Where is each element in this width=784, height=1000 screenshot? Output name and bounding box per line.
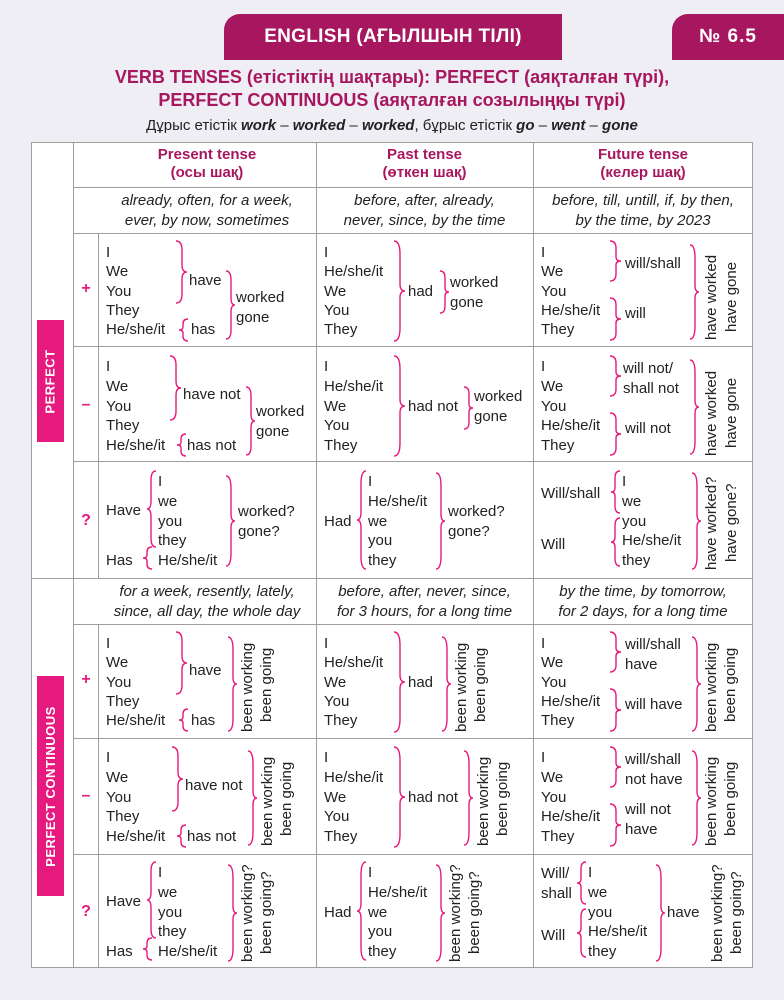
column-header-past: [316, 146, 533, 182]
verb-form: been going?: [728, 871, 745, 954]
pronoun: He/she/it: [324, 378, 384, 395]
pronoun: we: [588, 884, 608, 901]
right-brace-icon: [608, 746, 622, 788]
table-divider: [31, 578, 753, 579]
keywords-line: before, till, untill, if, by then,: [552, 192, 734, 209]
right-brace-icon: [168, 355, 182, 421]
dash: –: [585, 117, 603, 134]
verb-form: go: [516, 117, 535, 134]
pronoun: He/she/it: [324, 263, 384, 280]
pronoun: I: [541, 749, 546, 766]
verb-form: been going: [258, 647, 275, 722]
auxiliary: Will/: [541, 865, 570, 882]
table-divider: [98, 233, 99, 578]
table-divider: [73, 233, 753, 234]
pronoun: You: [324, 693, 350, 710]
auxiliary: not have: [625, 771, 683, 788]
pronoun: They: [324, 321, 358, 338]
pronoun: He/she/it: [106, 712, 166, 729]
auxiliary: will: [625, 305, 646, 322]
auxiliary: Will: [541, 536, 566, 553]
verb-form: been going: [722, 647, 739, 722]
pronoun: We: [541, 654, 564, 671]
pronoun: they: [158, 532, 187, 549]
right-brace-icon: [392, 631, 406, 733]
auxiliary: had not: [408, 789, 459, 806]
column-title: Past tense: [386, 146, 463, 163]
pronoun: I: [324, 244, 329, 261]
pronoun: He/she/it: [324, 654, 384, 671]
keywords-perfect-present: [98, 191, 316, 231]
pronoun: You: [541, 789, 567, 806]
note-text: , бұрыс етістік: [414, 117, 517, 134]
pronoun: He/she/it: [541, 417, 601, 434]
pronoun: He/she/it: [541, 693, 601, 710]
verb-form: worked?: [448, 503, 505, 520]
auxiliary: shall not: [623, 380, 679, 397]
keywords-line: before, after, never, since,: [338, 583, 511, 600]
auxiliary: will not/: [623, 360, 674, 377]
pronoun: He/she/it: [541, 808, 601, 825]
pronoun: He/she/it: [541, 302, 601, 319]
verb-forms-note: [0, 117, 784, 134]
verb-form: gone?: [238, 523, 280, 540]
verb-form: gone?: [448, 523, 490, 540]
verb-form: have worked?: [703, 476, 720, 570]
right-brace-icon: [174, 631, 188, 695]
pronoun: you: [158, 904, 183, 921]
verb-form: went: [551, 117, 586, 134]
pronoun: They: [324, 828, 358, 845]
pronoun: We: [541, 378, 564, 395]
pronoun: we: [158, 884, 178, 901]
auxiliary: Will: [541, 927, 566, 944]
verb-form: been working?: [447, 864, 464, 962]
verb-form: gone: [474, 408, 508, 425]
right-brace-icon: [608, 240, 622, 282]
table-divider: [73, 346, 753, 347]
pronoun: We: [541, 769, 564, 786]
column-subtitle: (осы шақ): [170, 164, 244, 181]
pronoun: I: [106, 635, 111, 652]
section-label-text: PERFECT: [43, 348, 59, 414]
auxiliary: will not: [625, 420, 671, 437]
pronoun: We: [324, 398, 347, 415]
affirmative-sign: +: [81, 280, 91, 297]
verb-form: been going: [472, 647, 489, 722]
table-divider: [533, 142, 534, 968]
column-title: Future tense: [597, 146, 688, 163]
pronoun: You: [541, 398, 567, 415]
left-brace-icon: [142, 545, 154, 571]
auxiliary: had not: [408, 398, 459, 415]
auxiliary: has: [191, 321, 216, 338]
auxiliary: had: [408, 674, 434, 691]
right-brace-icon: [170, 746, 184, 812]
pronoun: they: [368, 943, 397, 960]
right-brace-icon: [434, 472, 446, 570]
pronoun: We: [324, 789, 347, 806]
right-brace-icon: [174, 240, 188, 304]
verb-form: gone: [236, 309, 270, 326]
verb-form: been going?: [258, 871, 275, 954]
verb-form: have gone: [723, 377, 740, 448]
pronoun: I: [324, 358, 329, 375]
section-label-perfect-continuous: [37, 676, 64, 896]
pronoun: you: [588, 904, 613, 921]
verb-form: have gone?: [723, 483, 740, 562]
column-header-present: [98, 146, 316, 182]
auxiliary: have not: [185, 777, 243, 794]
right-brace-icon: [392, 746, 406, 848]
keywords-line: by the time, by tomorrow,: [559, 583, 727, 600]
pronoun: He/she/it: [158, 943, 218, 960]
auxiliary: will/shall: [625, 636, 681, 653]
right-brace-icon: [690, 636, 702, 732]
verb-form: gone: [602, 117, 638, 134]
left-brace-icon: [576, 908, 588, 958]
verb-form: worked: [236, 289, 285, 306]
right-brace-icon: [462, 750, 474, 846]
pronoun: they: [158, 923, 187, 940]
keywords-line: for 2 days, for a long time: [558, 603, 728, 620]
pronoun: you: [368, 532, 393, 549]
verb-form: have worked: [703, 254, 720, 340]
table-divider: [73, 854, 753, 855]
pronoun: I: [106, 749, 111, 766]
question-sign: ?: [81, 903, 91, 920]
keywords-line: ever, by now, sometimes: [124, 212, 290, 229]
left-brace-icon: [356, 470, 368, 570]
column-subtitle: (келер шақ): [600, 164, 686, 181]
auxiliary: have: [189, 272, 222, 289]
right-brace-icon: [690, 750, 702, 846]
auxiliary: shall: [541, 885, 572, 902]
left-brace-icon: [142, 936, 154, 962]
pronoun: I: [588, 864, 593, 881]
verb-form: been working: [239, 642, 256, 732]
verb-form: worked: [256, 403, 305, 420]
pronoun: They: [324, 712, 358, 729]
pronoun: I: [368, 864, 373, 881]
verb-form: have gone: [723, 261, 740, 332]
left-brace-icon: [356, 861, 368, 961]
pronoun: I: [541, 244, 546, 261]
verb-form: been going: [278, 761, 295, 836]
verb-form: worked: [450, 274, 499, 291]
right-brace-icon: [608, 688, 622, 732]
right-brace-icon: [608, 631, 622, 673]
right-brace-icon: [392, 240, 406, 342]
table-divider: [73, 142, 74, 968]
pronoun: We: [541, 263, 564, 280]
left-brace-icon: [610, 470, 622, 514]
right-brace-icon: [688, 359, 700, 455]
auxiliary: Has: [106, 943, 133, 960]
table-divider: [316, 142, 317, 968]
pronoun: they: [588, 943, 617, 960]
pronoun: we: [158, 493, 178, 510]
verb-form: gone: [450, 294, 484, 311]
table-divider: [73, 738, 753, 739]
pronoun: You: [106, 398, 132, 415]
pronoun: We: [106, 378, 129, 395]
pronoun: I: [106, 358, 111, 375]
right-brace-icon: [462, 386, 474, 430]
auxiliary: has: [191, 712, 216, 729]
dash: –: [534, 117, 552, 134]
pronoun: You: [324, 302, 350, 319]
auxiliary: will not: [625, 801, 671, 818]
card-number: № 6.5: [672, 14, 784, 60]
left-brace-icon: [178, 317, 190, 343]
pronoun: You: [106, 674, 132, 691]
verb-form: been working: [703, 756, 720, 846]
pronoun: He/she/it: [368, 884, 428, 901]
verb-form: worked: [361, 117, 415, 134]
pronoun: I: [158, 864, 163, 881]
table-divider: [73, 624, 753, 625]
auxiliary: had: [408, 283, 434, 300]
pronoun: we: [622, 493, 642, 510]
right-brace-icon: [224, 475, 236, 567]
right-brace-icon: [608, 412, 622, 456]
auxiliary: have: [189, 662, 222, 679]
auxiliary: have: [625, 656, 658, 673]
pronoun: He/she/it: [588, 923, 648, 940]
table-divider: [73, 461, 753, 462]
pronoun: I: [541, 358, 546, 375]
keywords-continuous-future: [533, 582, 753, 622]
auxiliary: Have: [106, 893, 142, 910]
keywords-line: for a week, resently, lately,: [119, 583, 295, 600]
left-brace-icon: [146, 861, 158, 939]
auxiliary: Had: [324, 513, 352, 530]
auxiliary: has not: [187, 828, 237, 845]
verb-form: been working: [259, 756, 276, 846]
verb-form: been going: [722, 761, 739, 836]
pronoun: They: [541, 712, 575, 729]
verb-form: been working?: [239, 864, 256, 962]
auxiliary: has not: [187, 437, 237, 454]
keywords-continuous-present: [98, 582, 316, 622]
verb-form: been working: [475, 756, 492, 846]
keywords-line: for 3 hours, for a long time: [336, 603, 513, 620]
dash: –: [276, 117, 293, 134]
pronoun: They: [324, 437, 358, 454]
auxiliary: Will/shall: [541, 485, 601, 502]
pronoun: They: [106, 693, 140, 710]
pronoun: He/she/it: [106, 828, 166, 845]
pronoun: We: [324, 283, 347, 300]
pronoun: I: [158, 473, 163, 490]
pronoun: I: [622, 473, 627, 490]
right-brace-icon: [608, 803, 622, 847]
left-brace-icon: [146, 470, 158, 548]
pronoun: He/she/it: [324, 769, 384, 786]
auxiliary: will/shall: [625, 255, 681, 272]
auxiliary: have not: [183, 386, 241, 403]
right-brace-icon: [244, 386, 256, 456]
pronoun: They: [541, 321, 575, 338]
pronoun: He/she/it: [368, 493, 428, 510]
pronoun: you: [158, 513, 183, 530]
verb-form: been going?: [466, 871, 483, 954]
pronoun: they: [368, 552, 397, 569]
pronoun: He/she/it: [106, 321, 166, 338]
verb-form: been working: [453, 642, 470, 732]
pronoun: He/she/it: [622, 532, 682, 549]
pronoun: He/she/it: [158, 552, 218, 569]
verb-form: worked?: [238, 503, 295, 520]
right-brace-icon: [246, 750, 258, 846]
left-brace-icon: [610, 517, 622, 567]
pronoun: we: [368, 513, 388, 530]
pronoun: They: [541, 828, 575, 845]
pronoun: You: [541, 283, 567, 300]
dash: –: [345, 117, 362, 134]
pronoun: They: [106, 417, 140, 434]
pronoun: We: [106, 769, 129, 786]
note-text: Дұрыс етістік: [146, 117, 242, 134]
pronoun: I: [541, 635, 546, 652]
right-brace-icon: [226, 864, 238, 962]
right-brace-icon: [392, 355, 406, 457]
page-title: [0, 66, 784, 112]
keywords-perfect-past: [316, 191, 533, 231]
verb-form: been going: [494, 761, 511, 836]
auxiliary: have: [667, 904, 700, 921]
right-brace-icon: [440, 636, 452, 732]
pronoun: They: [106, 302, 140, 319]
right-brace-icon: [690, 472, 702, 570]
keywords-continuous-past: [316, 582, 533, 622]
pronoun: I: [106, 244, 111, 261]
subject-title: ENGLISH (АҒЫЛШЫН ТІЛІ): [224, 14, 562, 60]
pronoun: They: [106, 808, 140, 825]
right-brace-icon: [226, 636, 238, 732]
table-divider: [73, 187, 753, 188]
right-brace-icon: [654, 864, 666, 962]
table-divider: [98, 624, 99, 968]
pronoun: You: [106, 283, 132, 300]
auxiliary: Has: [106, 552, 133, 569]
right-brace-icon: [608, 355, 622, 397]
column-subtitle: (өткен шақ): [382, 164, 467, 181]
keywords-line: before, after, already,: [354, 192, 495, 209]
pronoun: I: [368, 473, 373, 490]
title-line-1: VERB TENSES (етістіктің шақтары): PERFECT (аяқталған түрі),: [114, 67, 670, 87]
pronoun: they: [622, 552, 651, 569]
pronoun: You: [106, 789, 132, 806]
verb-form: work: [241, 117, 277, 134]
pronoun: I: [324, 635, 329, 652]
verb-form: have worked: [703, 370, 720, 456]
pronoun: we: [368, 904, 388, 921]
right-brace-icon: [224, 270, 236, 340]
keywords-line: never, since, by the time: [343, 212, 506, 229]
left-brace-icon: [576, 861, 588, 905]
keywords-line: by the time, by 2023: [575, 212, 711, 229]
negative-sign: –: [81, 787, 91, 804]
verb-form: been working?: [709, 864, 726, 962]
pronoun: We: [106, 263, 129, 280]
section-label-perfect: [37, 320, 64, 442]
right-brace-icon: [434, 864, 446, 962]
verb-form: worked: [474, 388, 523, 405]
pronoun: you: [622, 513, 647, 530]
left-brace-icon: [178, 707, 190, 733]
right-brace-icon: [608, 297, 622, 341]
verb-form: been working: [703, 642, 720, 732]
pronoun: We: [106, 654, 129, 671]
question-sign: ?: [81, 512, 91, 529]
pronoun: You: [324, 417, 350, 434]
right-brace-icon: [688, 244, 700, 340]
pronoun: We: [324, 674, 347, 691]
auxiliary: will/shall: [625, 751, 681, 768]
pronoun: you: [368, 923, 393, 940]
pronoun: I: [324, 749, 329, 766]
page-header: [0, 0, 784, 62]
auxiliary: have: [625, 821, 658, 838]
right-brace-icon: [438, 270, 450, 314]
column-title: Present tense: [157, 146, 257, 163]
negative-sign: –: [81, 396, 91, 413]
auxiliary: will have: [625, 696, 683, 713]
pronoun: He/she/it: [106, 437, 166, 454]
title-line-2: PERFECT CONTINUOUS (аяқталған созылыңқы түрі): [158, 90, 626, 110]
column-header-future: [533, 146, 753, 182]
pronoun: They: [541, 437, 575, 454]
pronoun: You: [324, 808, 350, 825]
section-label-text: PERFECT CONTINUOUS: [43, 705, 59, 867]
keywords-line: already, often, for a week,: [121, 192, 293, 209]
auxiliary: Had: [324, 904, 352, 921]
auxiliary: Have: [106, 502, 142, 519]
keywords-line: since, all day, the whole day: [113, 603, 301, 620]
keywords-perfect-future: [533, 191, 753, 231]
verb-form: worked: [292, 117, 346, 134]
pronoun: You: [541, 674, 567, 691]
affirmative-sign: +: [81, 671, 91, 688]
verb-form: gone: [256, 423, 290, 440]
